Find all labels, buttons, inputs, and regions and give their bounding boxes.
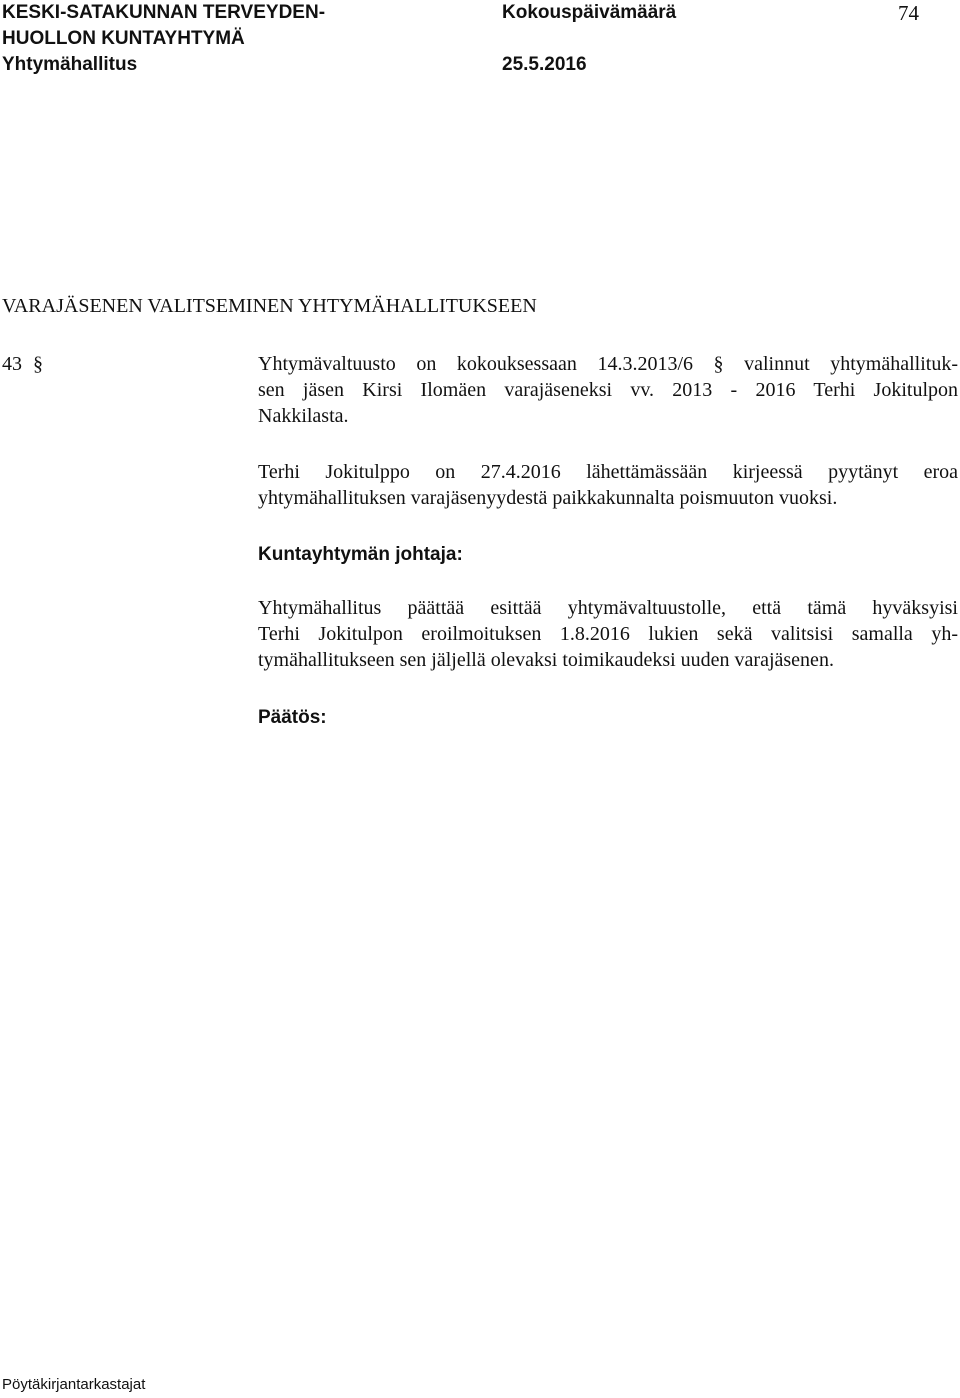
paragraph-background [258,351,958,429]
date-label: Kokouspäivämäärä [502,2,677,23]
proposal-heading: Kuntayhtymän johtaja: [258,544,463,565]
section-number-row [2,351,43,377]
paragraph-line: yhtymähallituksen varajäsenyydestä paikkakunnalta poismuuton vuoksi. [258,487,838,509]
proposal-paragraph [258,595,958,673]
paragraph-line: Nakkilasta. [258,405,349,427]
paragraph-line: Yhtymävaltuusto on kokouksessaan 14.3.2013/6 § valinnut yhtymähallituk- [258,353,958,375]
paragraph-line: tymähallitukseen sen jäljellä olevaksi toimikaudeksi uuden varajäsenen. [258,649,834,671]
body-name: Yhtymähallitus [2,54,138,75]
paragraph-line: Terhi Jokitulppo on 27.4.2016 lähettämässään kirjeessä pyytänyt eroa [258,461,958,483]
paragraph-line: Terhi Jokitulpon eroilmoituksen 1.8.2016 lukien sekä valitsisi samalla yh- [258,623,958,645]
section-number: 43 [2,353,22,375]
organization-name-line1: KESKI-SATAKUNNAN TERVEYDEN- [2,2,326,23]
decision-heading: Päätös: [258,707,327,728]
paragraph-resignation [258,459,958,511]
section-sign: § [33,353,43,375]
footer-label: Pöytäkirjantarkastajat [2,1376,146,1393]
paragraph-line: Yhtymähallitus päättää esittää yhtymävaltuustolle, että tämä hyväksyisi [258,597,958,619]
meeting-date: 25.5.2016 [502,54,587,75]
section-title: VARAJÄSENEN VALITSEMINEN YHTYMÄHALLITUKSEEN [2,295,537,317]
paragraph-line: sen jäsen Kirsi Ilomäen varajäseneksi vv. 2013 - 2016 Terhi Jokitulpon [258,379,958,401]
organization-name-line2: HUOLLON KUNTAYHTYMÄ [2,28,245,49]
page-number: 74 [898,1,919,25]
